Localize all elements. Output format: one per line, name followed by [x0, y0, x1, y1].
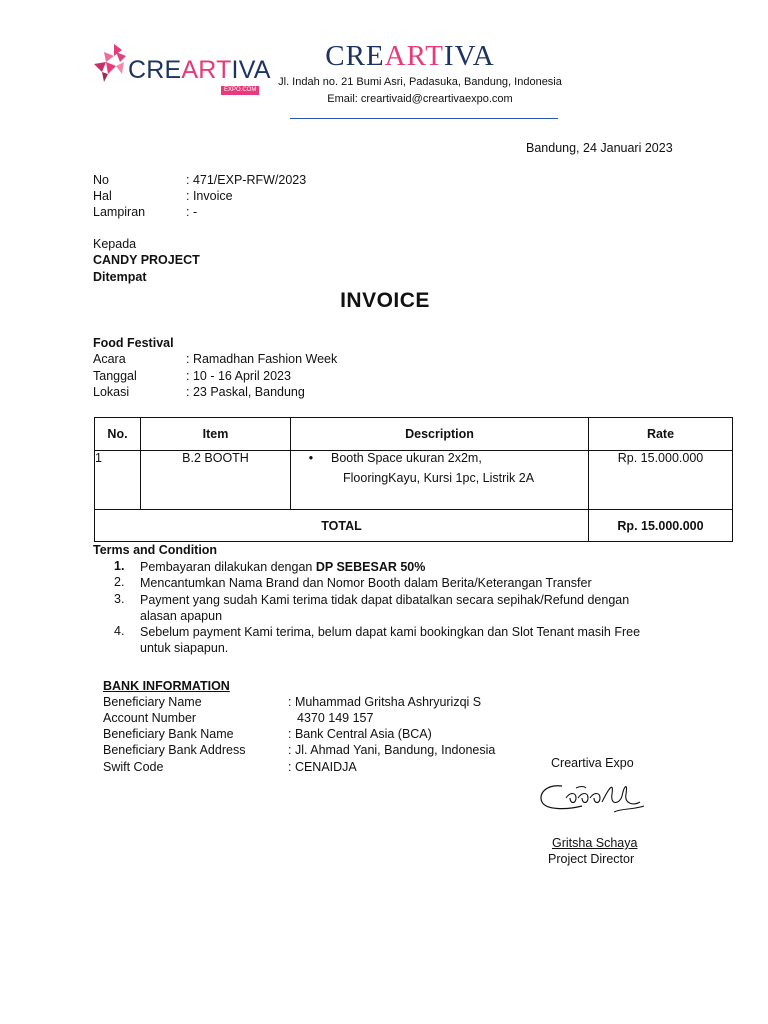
row-no: 1 [95, 451, 141, 510]
description-line-2: FlooringKayu, Kursi 1pc, Listrik 2A [343, 471, 535, 485]
lokasi-value: : 23 Paskal, Bandung [186, 385, 305, 399]
header-no: No. [95, 418, 141, 451]
term-number: 1. [114, 559, 125, 573]
signature-title: Project Director [548, 852, 635, 866]
row-rate: Rp. 15.000.000 [589, 451, 733, 510]
bank-label: Swift Code [103, 760, 164, 774]
bank-label: Beneficiary Bank Address [103, 743, 246, 757]
total-label: TOTAL [95, 510, 589, 542]
term-item: Pembayaran dilakukan dengan DP SEBESAR 50% [140, 560, 426, 574]
lampiran-label: Lampiran [93, 205, 146, 219]
bank-value: : CENAIDJA [288, 760, 357, 774]
hal-value: : Invoice [186, 189, 233, 203]
bank-value: : Jl. Ahmad Yani, Bandung, Indonesia [288, 743, 496, 757]
table-row [95, 451, 733, 510]
bank-value: : Bank Central Asia (BCA) [288, 727, 432, 741]
signature-company: Creartiva Expo [551, 756, 634, 770]
terms-title: Terms and Condition [93, 543, 218, 557]
bullet-icon: • [308, 451, 314, 465]
bank-label: Account Number [103, 711, 197, 725]
signature-name: Gritsha Schaya [552, 836, 638, 850]
row-item: B.2 BOOTH [141, 451, 291, 510]
logo-badge: EXPO.COM [221, 86, 259, 95]
company-email: Email: creartivaid@creartivaexpo.com [327, 93, 513, 105]
term-item: Mencantumkan Nama Brand dan Nomor Booth dalam Berita/Keterangan Transfer [140, 576, 592, 590]
description-line-1: • Booth Space ukuran 2x2m, [291, 445, 588, 471]
logo-mark-icon [92, 42, 132, 84]
header-item: Item [141, 418, 291, 451]
hal-label: Hal [93, 189, 112, 203]
bank-label: Beneficiary Bank Name [103, 727, 234, 741]
bank-value: 4370 149 157 [297, 711, 374, 725]
bank-label: Beneficiary Name [103, 695, 202, 709]
tanggal-value: : 10 - 16 April 2023 [186, 369, 291, 383]
tanggal-label: Tanggal [93, 369, 137, 383]
lokasi-label: Lokasi [93, 385, 130, 399]
invoice-table [94, 417, 733, 542]
term-number: 2. [114, 575, 125, 589]
bank-value: : Muhammad Gritsha Ashryurizqi S [288, 695, 482, 709]
header-divider [290, 118, 558, 119]
row-description [291, 451, 589, 510]
term-item: Payment yang sudah Kami terima tidak dapat dibatalkan secara sepihak/Refund dengan alasan apapun [140, 593, 630, 623]
ditempat-label: Ditempat [93, 270, 147, 284]
acara-label: Acara [93, 352, 126, 366]
company-logo [92, 42, 271, 98]
handwritten-signature [536, 776, 648, 824]
letter-date: Bandung, 24 Januari 2023 [526, 141, 673, 155]
acara-value: : Ramadhan Fashion Week [186, 352, 338, 366]
total-value: Rp. 15.000.000 [589, 510, 733, 542]
no-value: : 471/EXP-RFW/2023 [186, 173, 307, 187]
header-rate: Rate [589, 418, 733, 451]
event-name: Food Festival [93, 336, 174, 350]
header-description: Description [291, 418, 589, 451]
invoice-heading: INVOICE [340, 289, 430, 312]
kepada-label: Kepada [93, 237, 137, 251]
brand-title: CREARTIVA [325, 40, 495, 72]
term-number: 4. [114, 624, 125, 638]
lampiran-value: : - [186, 205, 198, 219]
term-number: 3. [114, 592, 125, 606]
recipient-name: CANDY PROJECT [93, 253, 200, 267]
no-label: No [93, 173, 109, 187]
term-item: Sebelum payment Kami terima, belum dapat kami bookingkan dan Slot Tenant masih Free untuk siapapun. [140, 625, 641, 655]
company-address: Jl. Indah no. 21 Bumi Asri, Padasuka, Bandung, Indonesia [278, 76, 562, 88]
bank-info-title: BANK INFORMATION [103, 679, 230, 693]
logo-wordmark: CREARTIVA [128, 56, 271, 84]
total-row [95, 510, 733, 542]
